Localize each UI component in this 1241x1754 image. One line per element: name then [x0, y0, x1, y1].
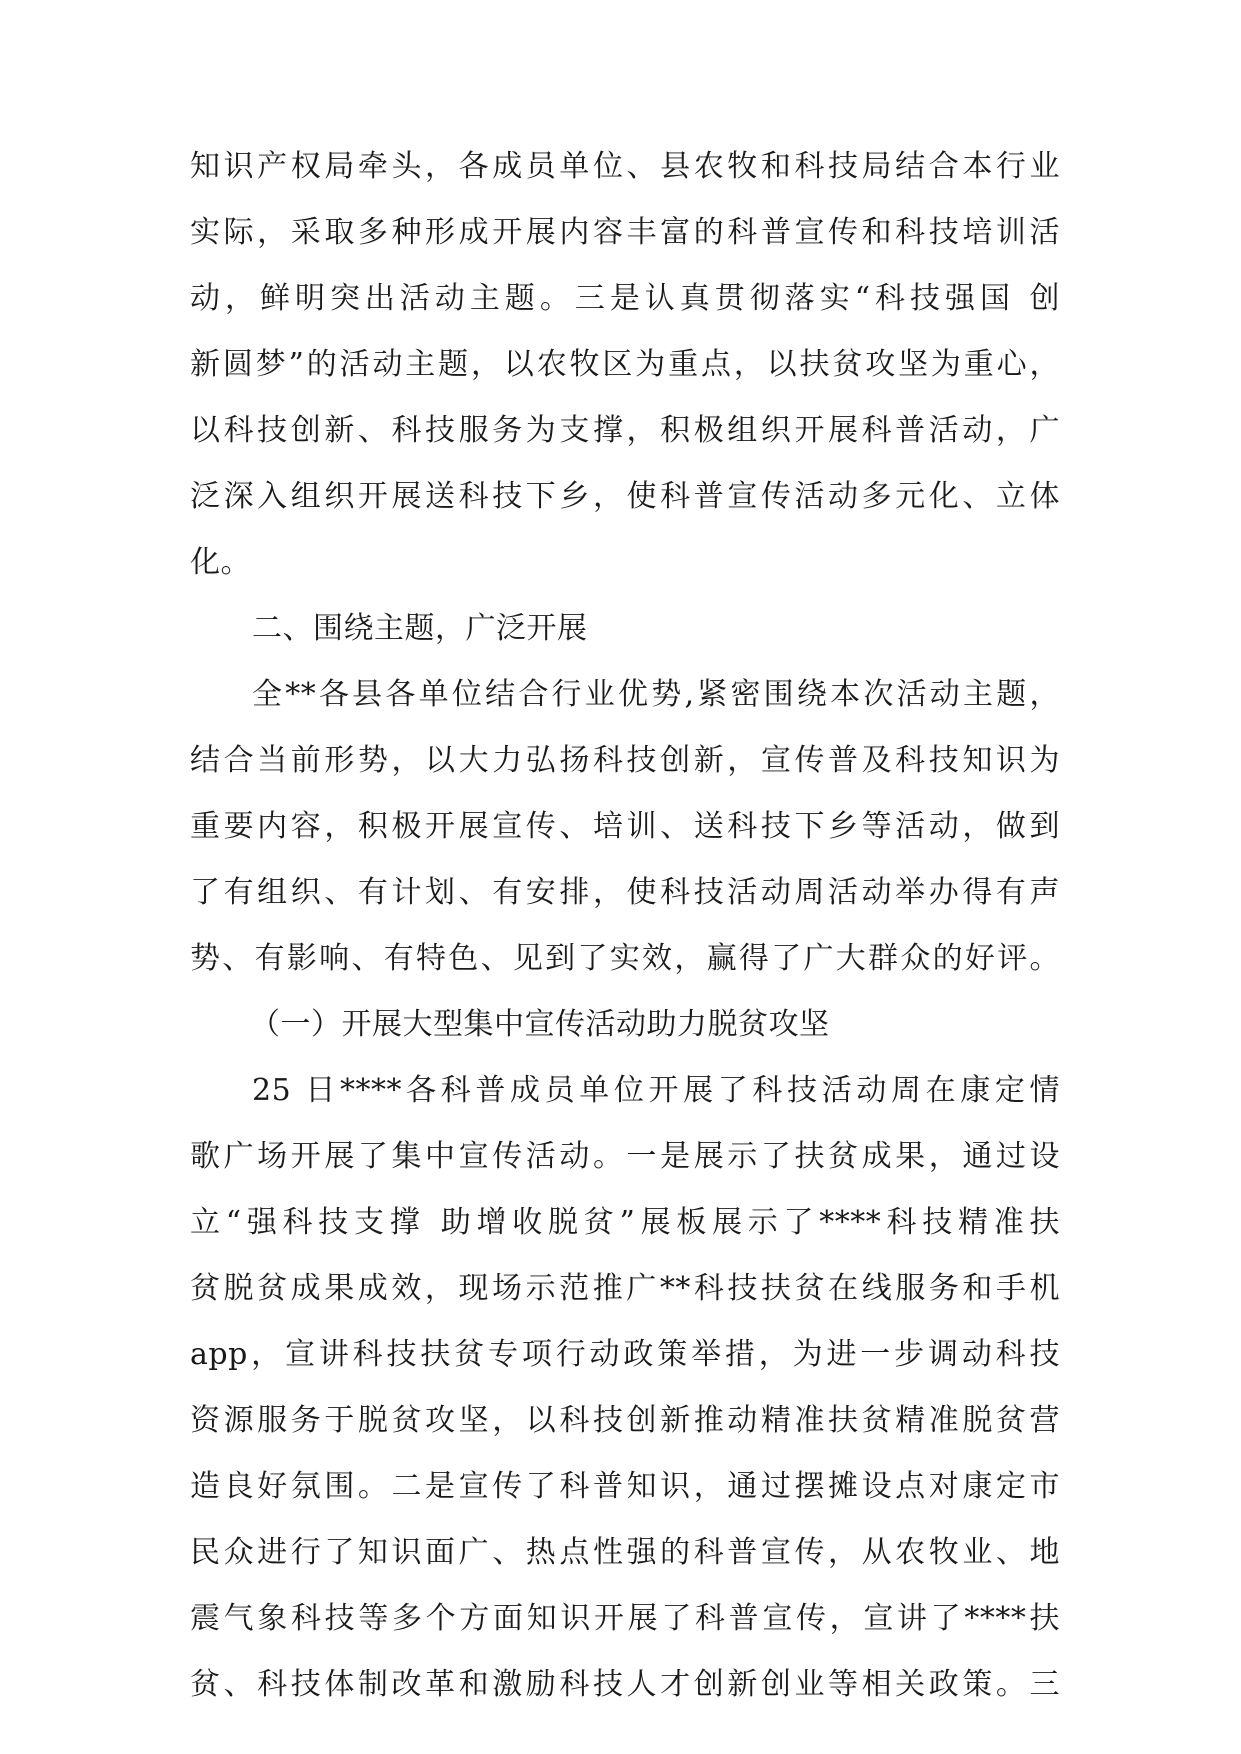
text-line-10: 结合当前形势，以大力弘扬科技创新，宣传普及科技知识为 — [190, 743, 1060, 778]
text-line-4: 新圆梦”的活动主题，以农牧区为重点，以扶贫攻坚为重心， — [190, 347, 1060, 382]
text-line-7: 化。 — [190, 545, 251, 580]
text-line-11: 重要内容，积极开展宣传、培训、送科技下乡等活动，做到 — [190, 809, 1060, 844]
text-line-9: 全**各县各单位结合行业优势,紧密围绕本次活动主题， — [252, 677, 1060, 712]
text-line-12: 了有组织、有计划、有安排，使科技活动周活动举办得有声 — [190, 875, 1060, 910]
text-line-22: 民众进行了知识面广、热点性强的科普宣传，从农牧业、地 — [190, 1535, 1060, 1570]
text-line-21: 造良好氛围。二是宣传了科普知识，通过摆摊设点对康定市 — [190, 1469, 1060, 1504]
text-line-19: app，宣讲科技扶贫专项行动政策举措，为进一步调动科技 — [190, 1337, 1060, 1372]
text-line-17: 立“强科技支撑 助增收脱贫”展板展示了****科技精准扶 — [190, 1205, 1060, 1240]
text-line-1: 知识产权局牵头，各成员单位、县农牧和科技局结合本行业 — [190, 149, 1060, 184]
subsection-heading: （一）开展大型集中宣传活动助力脱贫攻坚 — [250, 1007, 830, 1042]
text-line-2: 实际，采取多种形成开展内容丰富的科普宣传和科技培训活 — [190, 215, 1060, 250]
text-line-23: 震气象科技等多个方面知识开展了科普宣传，宣讲了****扶 — [190, 1601, 1060, 1636]
text-line-16: 歌广场开展了集中宣传活动。一是展示了扶贫成果，通过设 — [190, 1139, 1060, 1174]
text-line-13: 势、有影响、有特色、见到了实效，赢得了广大群众的好评。 — [190, 941, 1060, 976]
text-line-20: 资源服务于脱贫攻坚，以科技创新推动精准扶贫精准脱贫营 — [190, 1403, 1060, 1438]
section-heading: 二、围绕主题，广泛开展 — [252, 611, 588, 646]
text-line-3: 动，鲜明突出活动主题。三是认真贯彻落实“科技强国 创 — [190, 281, 1060, 316]
text-line-24: 贫、科技体制改革和激励科技人才创新创业等相关政策。三 — [190, 1667, 1060, 1702]
text-line-5: 以科技创新、科技服务为支撑，积极组织开展科普活动，广 — [190, 413, 1060, 448]
text-line-6: 泛深入组织开展送科技下乡，使科普宣传活动多元化、立体 — [190, 479, 1060, 514]
text-line-15: 25 日****各科普成员单位开展了科技活动周在康定情 — [252, 1073, 1060, 1108]
text-line-18: 贫脱贫成果成效，现场示范推广**科技扶贫在线服务和手机 — [190, 1271, 1060, 1306]
